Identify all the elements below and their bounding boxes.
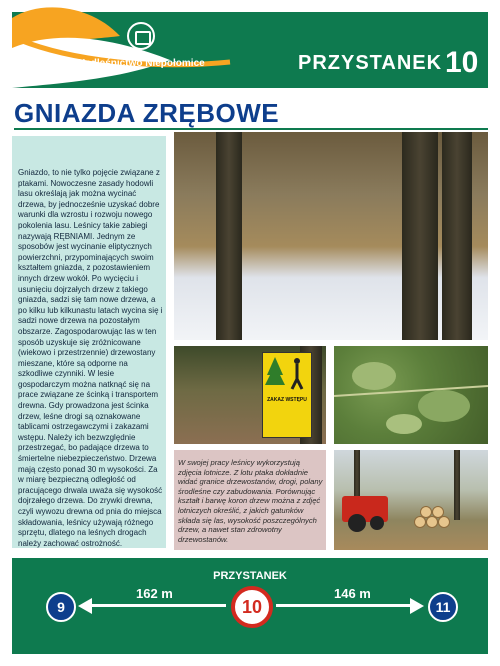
warning-sign	[262, 352, 312, 438]
forest-clearing-photo	[174, 132, 488, 340]
distance-to-next: 146 m	[334, 586, 371, 601]
stop-number: 10	[445, 46, 479, 79]
stop-title: PRZYSTANEK	[298, 52, 443, 74]
tree-trunk	[442, 132, 472, 340]
org-name: Nadleśnictwo Niepołomice	[78, 58, 205, 69]
prev-stop-marker[interactable]: 9	[46, 592, 76, 622]
route-line-left	[90, 604, 226, 607]
tree-worker-icon	[263, 353, 311, 393]
aerial-pattern	[334, 346, 488, 444]
sign-text: ZAKAZ WSTĘPU	[267, 397, 307, 403]
aerial-photo	[334, 346, 488, 444]
log-end	[438, 516, 450, 528]
tree-trunk	[454, 450, 460, 520]
tree-trunk	[216, 132, 242, 340]
route-line-right	[276, 604, 412, 607]
tree-trunk	[402, 132, 438, 340]
tractor-wheel	[370, 516, 384, 530]
page-title: GNIAZDA ZRĘBOWE	[14, 98, 280, 128]
tractor-wheel	[348, 514, 366, 532]
distance-to-prev: 162 m	[136, 586, 173, 601]
log-end	[420, 506, 432, 518]
route-label: PRZYSTANEK	[213, 570, 287, 582]
body-text: Gniazdo, to nie tylko pojęcie związane z ptakami. Nowoczesne zasady hodowli lasu określają jak można wycinać drzewa, by jednocześnie uzyskać dobre warunki dla wzrostu i rozwoju nowego pokolenia lasu. Leśnicy takie zabiegi nazywają RĘBNIAMI. Jednym ze sposobów jest wycinanie eliptycznych powierzchni, przypominających swoim kształtem gniazda, z pozostawieniem innych drzew wokół. Po wycięciu i usunięciu dojrzałych drzew z takiego gniazda, sadzi się tam nowe drzewa, a po kilku lub kilkunastu latach wycina się i sadzi nowe drzewa na pozostałym obszarze. Zagospodarowując las w ten sposób uzyskuje się zróżnicowane (wiekowo i przestrzennie) drzewostany mieszane, które są odporne na szkodliwe czynniki. W lesie gospodarczym można natknąć się na prace związane ze ścinką i transportem drewna. Gdy prowadzona jest ścinka drzew, leśne drogi są oznakowane tablicami ostrzegawczymi i zakazami wstępu. Należy ich bezwzględnie przestrzegać, bo padające drzewa to śmiertelne niebezpieczeństwo. Drzewa mają często ponad 30 m wysokości. Za w miarę bezpieczną odległość od pracującego drwala uważa się wysokość dojrzałego drzewa. Do zrywki drewna, czyli wywozu drewna od pnia do miejsca składowania, leśnicy używają różnego sprzętu, dlatego na leśnych drogach należy zachować ostrożność.	[18, 168, 163, 548]
next-stop-marker[interactable]: 11	[428, 592, 458, 622]
log-end	[432, 506, 444, 518]
current-stop-marker: 10	[231, 586, 273, 628]
title-divider	[14, 128, 488, 130]
header	[0, 0, 500, 92]
timber-harvest-photo	[334, 450, 488, 550]
arrow-right-icon	[410, 598, 424, 614]
note-text: W swojej pracy leśnicy wykorzystują zdjęcia lotnicze. Z lotu ptaka dokładnie widać granice drzewostanów, drogi, polany środleśne czy zabudowania. Porównując kształt i barwę koron drzew można z zdjęć lotniczych określić, z jakich gatunków składa się las, wysokość poszczególnych drzew, a nawet stan zdrowotny drzewostanów.	[178, 458, 323, 544]
forestry-emblem-icon	[127, 22, 155, 50]
warning-sign-photo	[174, 346, 326, 444]
